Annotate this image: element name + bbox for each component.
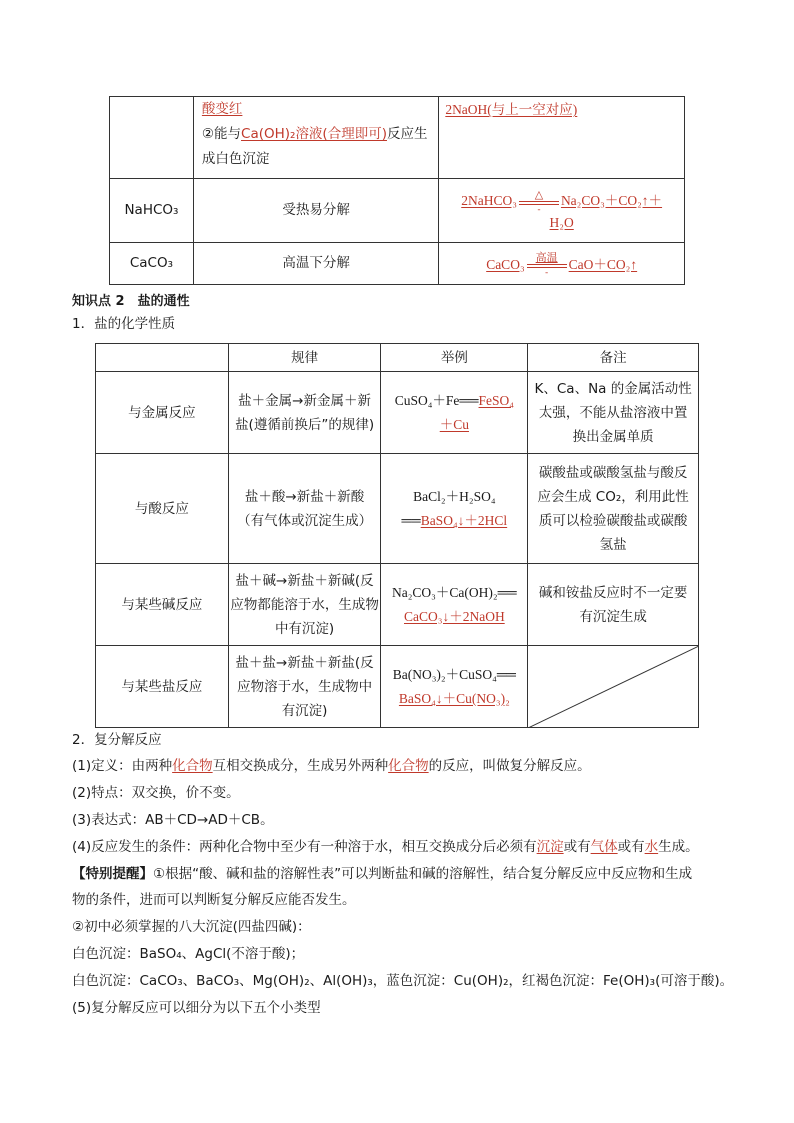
text: 或有 <box>563 839 591 855</box>
column-header: 规律 <box>228 344 381 372</box>
example-cell <box>381 564 528 646</box>
table-header-row <box>96 344 699 372</box>
example-cell <box>381 372 528 454</box>
equation-cell: 2NaHCO₃ △ - Na₂CO₃＋CO₂↑＋ H₂O <box>439 179 685 243</box>
table-cell <box>439 97 685 179</box>
example-cell <box>381 454 528 564</box>
reaction-type: 与酸反应 <box>96 454 229 564</box>
text: 盐＋碱→新盐＋新碱(反 <box>235 572 374 589</box>
table-row <box>110 179 685 243</box>
text: 盐＋金属→新金属＋新 <box>238 392 371 409</box>
table-cell <box>193 97 438 179</box>
fill-answer: 化合物 <box>388 758 429 774</box>
text: 盐(遵循前换后”的规律) <box>235 416 375 433</box>
table-row <box>96 564 699 646</box>
fill-answer: ＋Cu <box>439 416 469 432</box>
formula-line: (3)表达式：AB＋CD→AD＋CB。 <box>72 812 274 828</box>
section-heading: 知识点 2 盐的通性 <box>72 294 190 309</box>
text: 应物都能溶于水，生成物 <box>230 596 379 613</box>
equation-part: CaCO₃ <box>486 256 525 272</box>
text: K、Ca、Na 的金属活动性 <box>534 380 692 397</box>
text: 碱和铵盐反应时不一定要 <box>538 584 688 601</box>
fill-answer: 2NaOH(与上一空对应) <box>445 102 578 117</box>
salt-properties-table <box>95 343 699 728</box>
compound-property: 受热易分解 <box>193 179 438 243</box>
column-header: 举例 <box>381 344 528 372</box>
reaction-type: 与金属反应 <box>96 372 229 454</box>
table-row <box>110 243 685 285</box>
condition-line <box>72 837 699 857</box>
definition-line <box>72 756 591 776</box>
column-header <box>96 344 229 372</box>
fill-answer: Ca(OH)₂溶液(合理即可) <box>241 126 387 142</box>
types-line: (5)复分解反应可以细分为以下五个小类型 <box>72 1000 321 1016</box>
fill-answer: FeSO₄ <box>478 392 515 408</box>
salt-table-continued <box>109 96 685 285</box>
rule-cell <box>228 646 381 728</box>
compound-property: 高温下分解 <box>193 243 438 285</box>
text: 应会生成 CO₂，利用此性 <box>537 488 689 505</box>
text: 成白色沉淀 <box>201 151 270 167</box>
fill-answer: BaSO₄↓＋Cu(NO₃)₂ <box>398 690 510 706</box>
text: CuSO₄＋Fe══ <box>394 392 479 408</box>
equation-part: CaO＋CO₂↑ <box>568 256 638 272</box>
column-header: 备注 <box>528 344 699 372</box>
text: 互相交换成分，生成另外两种 <box>212 758 389 774</box>
feature-line: (2)特点：双交换，价不变。 <box>72 785 240 801</box>
text: (1)定义：由两种 <box>72 758 173 774</box>
text: 有沉淀生成 <box>579 608 647 625</box>
text: (4)反应发生的条件：两种化合物中至少有一种溶于水，相互交换成分后必须有 <box>72 839 537 855</box>
precipitate-line: 白色沉淀：CaCO₃、BaCO₃、Mg(OH)₂、Al(OH)₃，蓝色沉淀：Cu(OH)₂，红褐色沉淀：Fe(OH)₃(可溶于酸)。 <box>72 973 734 989</box>
note-cell <box>528 454 699 564</box>
text: Na₂CO₃＋Ca(OH)₂══ <box>391 584 517 600</box>
fill-answer: 气体 <box>590 839 618 855</box>
rule-cell <box>228 564 381 646</box>
equation-part: Na₂CO₃＋CO₂↑＋ <box>560 192 663 208</box>
table-row <box>96 372 699 454</box>
fill-answer: 酸变红 <box>201 101 243 117</box>
fill-answer: 沉淀 <box>536 839 564 855</box>
text: ①根据“酸、碱和盐的溶解性表”可以判断盐和碱的溶解性，结合复分解反应中反应物和生成 <box>153 866 693 882</box>
equation-cell: CaCO₃ 高温 - CaO＋CO₂↑ <box>439 243 685 285</box>
diagonal-line <box>528 646 699 728</box>
text: Ba(NO₃)₂＋CuSO₄══ <box>392 666 516 682</box>
fill-answer: BaSO₄↓＋2HCl <box>420 512 508 528</box>
equation-part: H₂O <box>549 214 574 230</box>
text: 盐＋盐→新盐＋新盐(反 <box>235 654 374 671</box>
condition-symbol: △ <box>534 188 544 201</box>
text: 中有沉淀) <box>274 620 335 637</box>
reaction-type: 与某些碱反应 <box>96 564 229 646</box>
text: BaCl₂＋H₂SO₄ <box>413 488 496 504</box>
text: ②能与 <box>201 126 242 142</box>
precipitate-line: 白色沉淀：BaSO₄、AgCl(不溶于酸)； <box>72 946 305 962</box>
text: 或有 <box>617 839 645 855</box>
text: 应物溶于水，生成物中 <box>237 678 373 695</box>
text: 碳酸盐或碳酸氢盐与酸反 <box>538 464 688 481</box>
text: （有气体或沉淀生成） <box>237 512 373 529</box>
text: 质可以检验碳酸盐或碳酸 <box>538 512 688 529</box>
tip-line <box>72 864 692 884</box>
rule-cell <box>228 372 381 454</box>
table-cell <box>110 97 194 179</box>
tip-line: ②初中必须掌握的八大沉淀(四盐四碱)： <box>72 919 311 935</box>
text: 生成。 <box>658 839 699 855</box>
tip-label: 【特别提醒】 <box>72 866 153 882</box>
subsection-title: 1．盐的化学性质 <box>72 316 176 332</box>
note-cell <box>528 564 699 646</box>
table-row <box>110 97 685 179</box>
empty-diagonal-cell <box>528 646 699 728</box>
note-cell <box>528 372 699 454</box>
compound-name: CaCO₃ <box>110 243 194 285</box>
equation-part: 2NaHCO₃ <box>461 192 517 208</box>
condition-text: 高温 <box>535 252 558 265</box>
table-row <box>96 454 699 564</box>
text: 有沉淀) <box>281 702 328 719</box>
fill-answer: CaCO₃↓＋2NaOH <box>404 608 505 624</box>
text: 盐＋酸→新盐＋新酸 <box>244 488 365 505</box>
reaction-type: 与某些盐反应 <box>96 646 229 728</box>
table-row <box>96 646 699 728</box>
compound-name: NaHCO₃ <box>110 179 194 243</box>
rule-cell <box>228 454 381 564</box>
text: 太强，不能从盐溶液中置 <box>538 404 688 421</box>
subsection-title: 2．复分解反应 <box>72 732 162 748</box>
text: 的反应，叫做复分解反应。 <box>428 758 591 774</box>
fill-answer: 水 <box>644 839 659 855</box>
text: 换出金属单质 <box>572 428 654 445</box>
tip-line: 物的条件，进而可以判断复分解反应能否发生。 <box>72 892 356 908</box>
text: 氢盐 <box>599 536 627 553</box>
example-cell <box>381 646 528 728</box>
text: ══ <box>401 512 421 528</box>
text: 反应生 <box>386 126 428 142</box>
fill-answer: 化合物 <box>172 758 213 774</box>
